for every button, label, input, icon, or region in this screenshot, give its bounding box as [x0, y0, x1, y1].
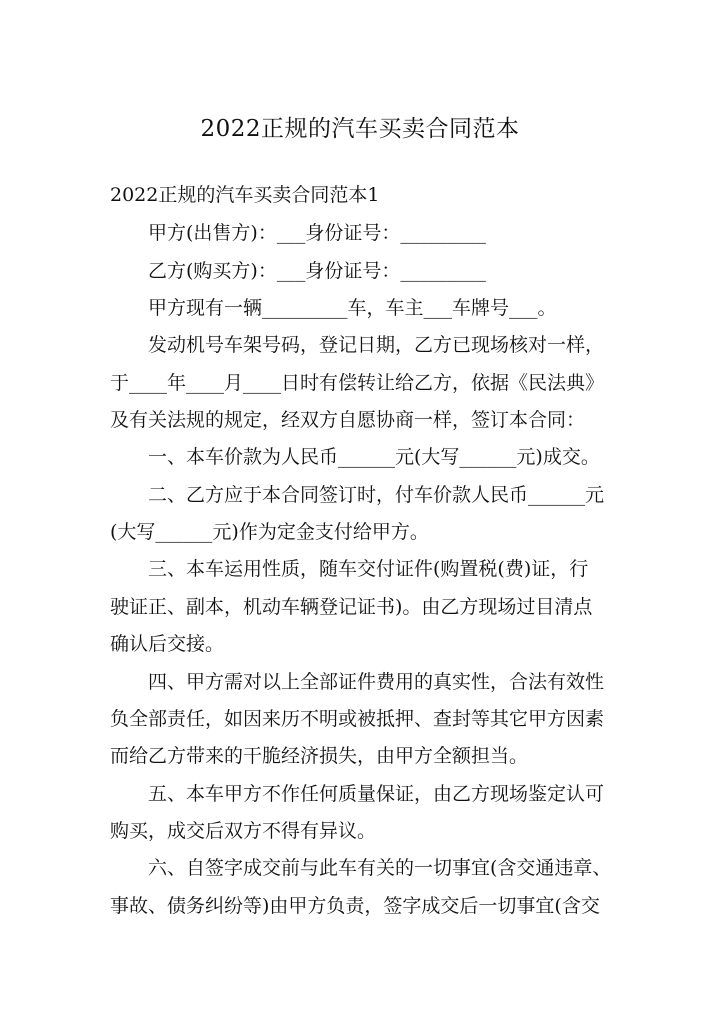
section-title: 2022正规的汽车买卖合同范本1: [110, 184, 380, 206]
paragraph-line: 于____年____月____日时有偿转让给乙方，依据《民法典》: [110, 372, 605, 394]
clause-3-line: 驶证正、副本，机动车辆登记证书)。由乙方现场过目清点: [110, 596, 593, 618]
clause-4-line: 负全部责任，如因来历不明或被抵押、查封等其它甲方因素: [110, 708, 605, 730]
document-title: 2022正规的汽车买卖合同范本: [200, 116, 520, 142]
clause-4-line: 而给乙方带来的干脆经济损失，由甲方全额担当。: [110, 745, 529, 767]
clause-1-line: 一、本车价款为人民币______元(大写______元)成交。: [148, 446, 600, 468]
paragraph-line-buyer: 乙方(购买方)：___身份证号：_________: [148, 260, 486, 282]
clause-5-line: 购买，成交后双方不得有异议。: [110, 820, 377, 842]
paragraph-line-seller: 甲方(出售方)：___身份证号：_________: [148, 222, 486, 244]
clause-6-line: 六、自签字成交前与此车有关的一切事宜(含交通违章、: [148, 857, 612, 879]
clause-5-line: 五、本车甲方不作任何质量保证，由乙方现场鉴定认可: [148, 783, 605, 805]
clause-2-line: (大写______元)作为定金支付给甲方。: [110, 521, 429, 543]
clause-3-line: 确认后交接。: [110, 633, 225, 655]
clause-2-line: 二、乙方应于本合同签订时，付车价款人民币______元: [148, 484, 605, 506]
clause-3-line: 三、本车运用性质，随车交付证件(购置税(费)证，行: [148, 558, 589, 580]
clause-4-line: 四、甲方需对以上全部证件费用的真实性，合法有效性: [148, 671, 605, 693]
clause-6-line: 事故、债务纠纷等)由甲方负责，签字成交后一切事宜(含交: [110, 895, 600, 917]
paragraph-line: 及有关法规的规定，经双方自愿协商一样，签订本合同：: [110, 409, 586, 431]
paragraph-line-vehicle: 甲方现有一辆_________车，车主___车牌号___。: [148, 297, 557, 319]
paragraph-line: 发动机号车架号码，登记日期，乙方已现场核对一样，: [148, 334, 605, 356]
